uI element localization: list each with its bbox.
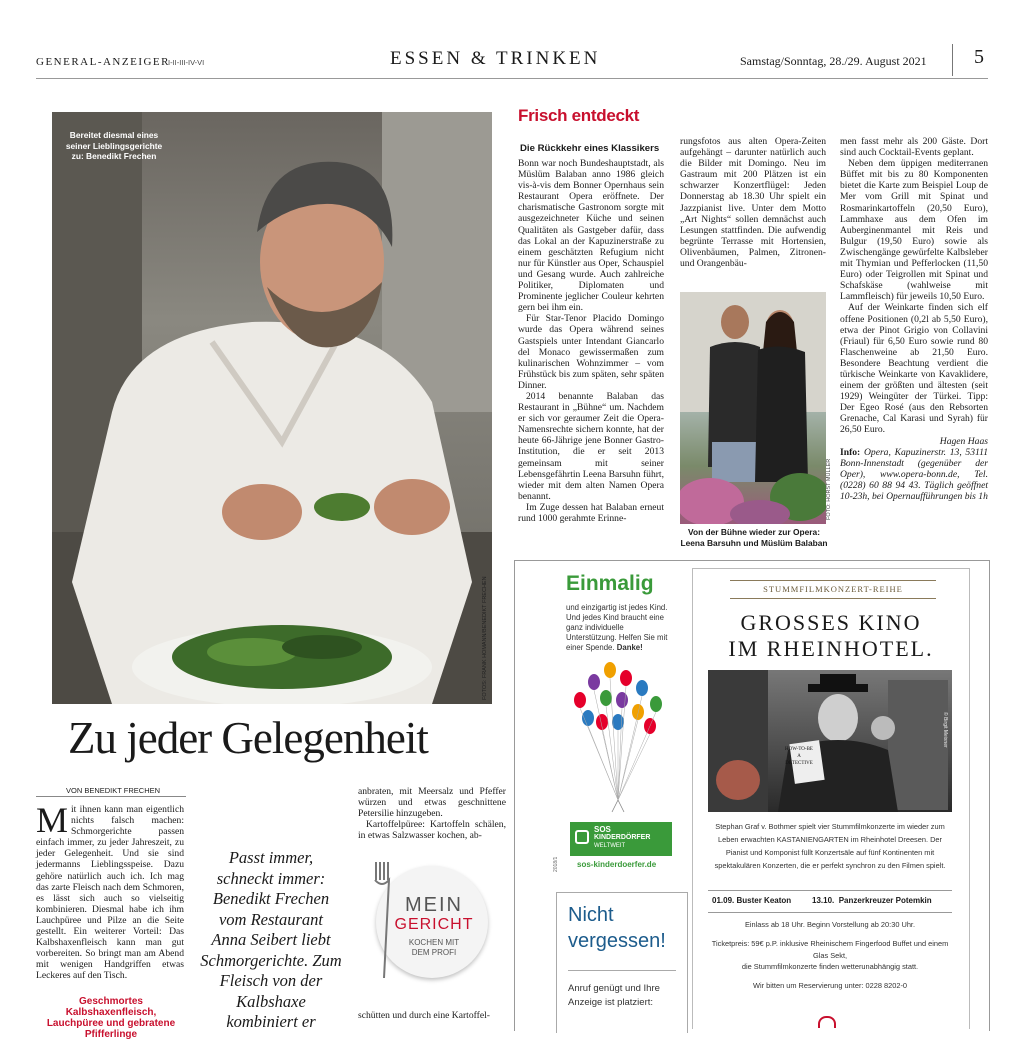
side-col3-p2: Neben dem üppigen mediterranen Büffet mit bis zu 80 Komponenten bietet die Karte zum Beispiel Loup de Mer vom Grill mit Spinat und Rosmarinkartoffeln (20,50 Euro), Lammhaxe aus dem Ofen im Auberginenmantel mit Reis und Bulgur (19,50 Euro) sowie als Zwischengänge gewürfelte Kalbsleber mit Thymian und Pefferlocken (11,50 Euro) oder Teigrollen mit Spinat und Schafskäse (wahlweise mit Lammfleisch) für jeweils 10,50 Euro. (840, 158, 988, 303)
owners-photo-credit: FOTO: HORST MÜLLER (826, 458, 832, 520)
logo-line2: GERICHT (394, 916, 474, 933)
kino-desc: Stephan Graf v. Bothmer spielt vier Stummfilmkonzerte im wieder zum Leben erwachten KASTANIENGARTEN im Rheinhotel Dreesen. Der Pianist und Komponist füllt Konzertsäle auf fünf Kontinenten mit spektakulären Konzerten, die er perfekt synchron zu den Filmen spielt. (714, 822, 946, 870)
kino-price: Ticketpreis: 59€ p.P. inklusive Rheinischem Fingerfood Buffet und einem Glas Sekt, (711, 939, 949, 960)
kino-series: STUMMFILMKONZERT-REIHE (763, 584, 903, 594)
side-kicker: Frisch entdeckt (518, 106, 640, 125)
side-col3 (840, 136, 988, 502)
byline-rule (36, 796, 186, 797)
side-headline: Die Rückkehr eines Klassikers (520, 143, 660, 154)
dropcap: M (36, 800, 69, 840)
kino-reserve[interactable]: Wir bitten um Reservierung unter: 0228 8202-0 (752, 981, 908, 990)
chef-photo-caption: Bereitet diesmal eines seiner Lieblingsgerichte zu: Benedikt Frechen (65, 130, 163, 161)
recipe-title: Geschmortes Kalbshaxenfleisch, Lauchpüree und gebratene Pfifferlinge (46, 996, 176, 1040)
keaton-illustration (708, 670, 952, 812)
side-col3-p1: men fasst mehr als 200 Gäste. Dort sind auch Cocktail-Events geplant. (840, 136, 988, 159)
kino-series-rule-top (730, 580, 936, 581)
masthead-editions: I-II-III-IV-VI (168, 58, 205, 67)
kino-logo-fragment (818, 1016, 836, 1028)
side-col3-p3: Auf der Weinkarte finden sich elf offene Positionen (0,2l ab 5,50 Euro), etwa der Pinot Grigio von Collavini (Friaul) für 6,50 Euro sowie rund 80 Flaschenweine ab 21,50 Euro. Besondere Beachtung verdient die türkische Weinkarte von Kavaklidere, einem der größten und ältesten (seit 1929) Weingüter der Türkei. Tipp: Der Egeo Rosé (aus den Rebsorten Grenache, Cal Karasi und Syrah) für 26,50 Euro. (840, 302, 988, 436)
side-col1-p3: 2014 benannte Balaban das Restaurant in „Bühne“ um. Nachdem er sich vor geraumer Zeit die Opera-Namensrechte sichern konnte, hat der heute 66-Jährige jene Bonner Gastro-Institution, die er seit 2013 gemeinsam mit seiner Lebensgefährtin Leena Barsuhn führt, wieder mit dem alten Namen Opera benannt. (518, 390, 664, 502)
main-headline: Zu jeder Gelegenheit (68, 713, 428, 763)
kino-dates-rule-bottom (708, 912, 952, 913)
chef-photo (52, 112, 492, 704)
section-title: ESSEN & TRINKEN (390, 48, 601, 69)
masthead-date: Samstag/Sonntag, 28./29. August 2021 (740, 54, 927, 68)
kino-entry: Einlass ab 18 Uhr. Beginn Vorstellung ab 20:30 Uhr. (744, 920, 916, 929)
owners-illustration (680, 292, 826, 524)
side-col1 (518, 158, 664, 524)
keaton-photo-credit: © Birgit Meixner (942, 712, 948, 748)
owners-photo (680, 292, 826, 524)
kino-dates-rule-top (708, 890, 952, 891)
main-byline: VON BENEDIKT FRECHEN (66, 786, 161, 795)
sos-logo (570, 822, 672, 856)
nicht-ad-title2: vergessen! (568, 930, 666, 952)
chef-illustration (52, 112, 492, 704)
main-body-col1 (36, 800, 184, 982)
kino-series-rule-bottom (730, 598, 936, 599)
owners-photo-caption: Von der Bühne wieder zur Opera: Leena Barsuhn und Müslüm Balaban (680, 527, 828, 548)
kino-weather: die Stummfilmkonzerte finden wetterunabhängig statt. (741, 962, 919, 971)
kino-date2: 13.10. (812, 896, 835, 905)
masthead-divider (952, 44, 953, 76)
keaton-photo (708, 670, 952, 812)
main-body-col1-text: it ihnen kann man eigentlich nichts falsch machen: Schmorgerichte passen einfach immer, zu jeder Jahreszeit, zu jeder Gelegenheit. Und sie sind jedermanns Lieblingsspeise. Dazu gehöre natürlich auch ich. Ich mag das zarte Fleisch nach dem Schmoren, es lässt sich auch so vielseitig kombinieren. Diesmal habe ich ihm Lauchpüree und Pilze an die Seite gestellt. Ein weiterer Vorteil: Das Kalbshaxenfleisch kann man gut vorbereiten. So bringt man am Abend mit wenigen Handgriffen etwas Leckeres auf den Tisch. (36, 804, 184, 982)
logo-line1: MEIN (405, 894, 463, 916)
masthead-rule (36, 78, 988, 79)
main-body-col3-bottom: schütten und durch eine Kartoffel- (358, 1010, 490, 1021)
side-col1-p2: Für Star-Tenor Placido Domingo wurde das Opera während seines Gastspiels unter Intendant Giancarlo del Monaco gewissermaßen zum kulinarischen Wohnzimmer – vom Frühstück bis zum späten, sehr späten Dinner. (518, 313, 664, 391)
sos-house-icon (575, 830, 589, 844)
sos-url[interactable]: sos-kinderdoerfer.de (577, 860, 657, 869)
side-info-text: Opera, Kapuzinerstr. 13, 53111 Bonn-Innenstadt (gegenüber der Oper), www.opera-bonn.de, Tel. (0228) 60 88 94 43. Täglich geöffnet 10-23h, bei Opernaufführungen bis 1h (840, 446, 988, 502)
side-author: Hagen Haas (939, 435, 988, 447)
main-body-col3-p2: Kartoffelpüree: Kartoffeln schälen, in etwas Salzwasser kochen, ab- (358, 819, 506, 842)
kino-headline1: GROSSES KINO (740, 610, 922, 635)
side-col1-p1: Bonn war noch Bundeshauptstadt, als Müslüm Balaban anno 1986 gleich vis-à-vis dem Bonner Opernhaus sein Restaurant Opera eröffnete. Der charismatische Gastronom sorgte mit ausgezeichneter Küche und seinen Qualitäten als Gastgeber dafür, dass das Lokal an der Kapuzinerstraße zu einem geschätzten Refugium nicht nur für Künstler aus Oper, Schauspiel und Gesang wurde. Auch zahlreiche Politiker, Diplomaten und Prominente jeglicher Couleur kehrten gern bei ihm ein. (518, 158, 664, 314)
kino-film2: Panzerkreuzer Potemkin (838, 896, 932, 905)
sos-logo-line3: WELTWEIT (594, 843, 626, 849)
mein-gericht-logo (362, 858, 492, 988)
sos-code: 2018/1 (553, 856, 559, 872)
keaton-card-text: HOW-TO-BE A DETECTIVE (785, 747, 813, 766)
nicht-ad-title1: Nicht (568, 904, 614, 926)
side-col2-top: rungsfotos aus alten Opera-Zeiten aufgehängt – darunter natürlich auch die Bilder mit Domingo. Neu im Gastraum mit 200 Plätzen ist ein schwarzer Konzertflügel: Jeden Donnerstag ab 18.30 Uhr spielt ein Jazzpianist live. Unter dem Motto „Art Nights“ sollen demnächst auch Lesungen stattfinden. Die aufwendig begrünte Terrasse mit Hortensien, Olivenbäumen, Palmen, Zitronen- und Orangenbäu- (680, 136, 826, 270)
masthead-paper: GENERAL-ANZEIGER (36, 56, 170, 68)
side-info-label: Info: (840, 446, 861, 458)
side-col1-p4: Im Zuge dessen hat Balaban erneut rund 1000 gerahmte Erinne- (518, 501, 664, 524)
logo-line3: KOCHEN MIT (408, 938, 460, 947)
page-number: 5 (974, 46, 984, 68)
main-body-col3-p1: anbraten, mit Meersalz und Pfeffer würzen und etwas geschnittene Petersilie hinzugeben. (358, 786, 506, 820)
fingerprint-balloons-icon (562, 660, 672, 820)
sos-ad-thanks: Danke! (616, 643, 643, 652)
logo-line4: DEM PROFI (411, 948, 457, 957)
kino-film1: Buster Keaton (736, 896, 792, 905)
kino-headline2: IM RHEINHOTEL. (728, 636, 934, 661)
sos-logo-line2: KINDERDÖRFER (594, 834, 651, 841)
sos-logo-line1: SOS (594, 825, 611, 834)
sos-ad-title: Einmalig (566, 572, 654, 595)
sos-ad-text (566, 603, 672, 653)
main-body-col3 (358, 786, 506, 841)
chef-photo-credit: FOTOS: FRANK HOMANN/BENEDIKT FRECHEN (482, 576, 488, 700)
pullquote: Passt immer, schneckt immer: Benedikt Frechen vom Restaurant Anna Seibert liebt Schmorgerichte. Zum Fleisch von der Kalbshaxe kombiniert er (200, 848, 342, 1031)
nicht-ad-rule (568, 970, 676, 971)
kino-date1: 01.09. (712, 896, 735, 905)
sos-ad-body: und einzigartig ist jedes Kind. Und jedes Kind braucht eine ganz individuelle Unterstützung. Helfen Sie mit einer Spende. (566, 603, 668, 652)
kino-date1-row (712, 896, 791, 905)
kino-date2-row (812, 896, 932, 905)
nicht-ad-text: Anruf genügt und Ihre Anzeige ist platziert: (568, 983, 660, 1008)
